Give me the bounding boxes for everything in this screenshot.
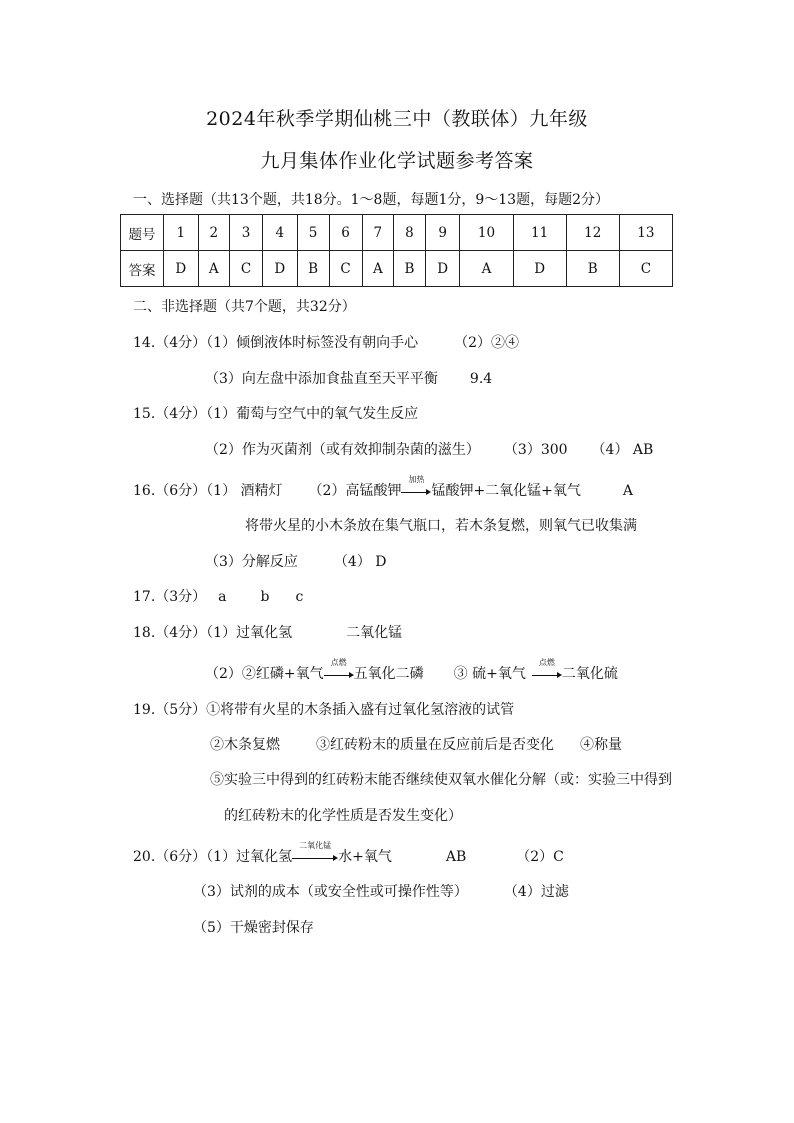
q20-answer-2: （2）C: [516, 849, 564, 865]
q14-answer-1: （1）倾倒液体时标签没有朝向手心: [206, 335, 419, 351]
q18-line2: [205, 658, 618, 683]
q19-number: 19.（5分）: [133, 702, 207, 718]
reaction-condition: 点燃: [538, 658, 555, 667]
q17-number: 17.（3分）: [133, 589, 207, 605]
table-cell-number: 6: [329, 215, 362, 251]
q19-answer-5-cont: 的红砖粉末的化学性质是否发生变化）: [224, 808, 462, 824]
table-cell-number: 3: [229, 215, 262, 251]
q18-answer-2-reactant: （2）②红磷+氧气: [205, 666, 324, 682]
table-cell-answer: B: [297, 251, 329, 287]
table-cell-answer: A: [362, 251, 393, 287]
q20-answer-3: （3）试剂的成本（或安全性或可操作性等）: [193, 884, 468, 900]
table-cell-number: 9: [425, 215, 460, 251]
q19-answer-2: ②木条复燃: [210, 737, 280, 753]
table-cell-answer: A: [460, 251, 513, 287]
reaction-arrow-icon: [532, 658, 562, 681]
table-cell-number: 2: [198, 215, 229, 251]
q18-answer-1b: 二氧化锰: [346, 625, 403, 641]
row-header-answer: 答案: [121, 251, 164, 287]
q19-line2: [210, 734, 622, 754]
reaction-arrow-icon: [324, 658, 354, 681]
table-cell-answer: B: [566, 251, 619, 287]
q14-answer-2: （2）②④: [454, 335, 520, 351]
table-row-answers: [121, 251, 673, 287]
q16-answer-4: （4） D: [333, 554, 387, 570]
reaction-condition: 点燃: [330, 658, 347, 667]
row-header-number: 题号: [121, 215, 164, 251]
q14-line2: [205, 368, 492, 388]
q16-line1: [133, 475, 634, 500]
table-cell-number: 5: [297, 215, 329, 251]
table-row-numbers: [121, 215, 673, 251]
q19-line3: [210, 769, 672, 789]
q20-line3: [193, 917, 314, 937]
q18-answer-3-product: 二氧化硫: [561, 666, 618, 682]
table-cell-number: 12: [566, 215, 619, 251]
table-cell-number: 10: [460, 215, 513, 251]
table-cell-answer: C: [229, 251, 262, 287]
section-nonchoice-heading: 二、非选择题（共7个题，共32分）: [133, 299, 356, 315]
q18-answer-1: （1）过氧化氢: [206, 625, 293, 641]
q16-answer-3: （3）分解反应: [205, 554, 298, 570]
q14-number: 14.（4分）: [133, 335, 207, 351]
q18-line1: [133, 622, 402, 642]
table-cell-answer: D: [425, 251, 460, 287]
q20-answer-1-product: 水+氧气: [338, 849, 392, 865]
table-cell-number: 11: [513, 215, 566, 251]
q17-answer-c: c: [295, 589, 304, 605]
q15-answer-4: （4） AB: [591, 442, 654, 458]
q16-line2: [245, 515, 637, 535]
q19-answer-5: ⑤实验三中得到的红砖粉末能否继续使双氧水催化分解（或：实验三中得到: [210, 772, 672, 788]
table-cell-answer: D: [263, 251, 298, 287]
q17-line: [133, 586, 303, 606]
q15-answer-3: （3）300: [503, 442, 568, 458]
table-cell-answer: A: [198, 251, 229, 287]
table-cell-number: 1: [164, 215, 199, 251]
q15-answer-1: （1）葡萄与空气中的氧气发生反应: [206, 406, 419, 422]
q20-line2: [193, 881, 569, 901]
q20-answer-1-reactant: （1）过氧化氢: [206, 849, 293, 865]
q19-line4: [224, 805, 462, 825]
q16-answer-2-option: A: [622, 483, 634, 499]
section-choice-heading: 一、选择题（共13个题，共18分。1～8题，每题1分，9～13题，每题2分）: [133, 192, 609, 208]
q15-number: 15.（4分）: [133, 406, 207, 422]
q15-line2: [205, 439, 653, 459]
table-cell-answer: C: [329, 251, 362, 287]
table-cell-number: 7: [362, 215, 393, 251]
q16-answer-2-check: 将带火星的小木条放在集气瓶口，若木条复燃，则氧气已收集满: [245, 518, 637, 534]
q16-line3: [205, 551, 387, 571]
reaction-condition: 加热: [408, 475, 425, 484]
q14-line1: [133, 332, 519, 352]
reaction-condition: 二氧化锰: [299, 841, 332, 850]
table-cell-number: 13: [619, 215, 672, 251]
q15-answer-2: （2）作为灭菌剂（或有效抑制杂菌的滋生）: [205, 442, 480, 458]
q19-line1: [133, 699, 514, 719]
table-cell-number: 8: [394, 215, 426, 251]
q16-answer-2-reactant: （2）高锰酸钾: [308, 483, 402, 499]
table-cell-answer: D: [164, 251, 199, 287]
answer-table: [120, 214, 673, 287]
q20-answer-1-option: AB: [445, 849, 467, 865]
q16-answer-1: （1） 酒精灯: [206, 483, 283, 499]
q19-answer-4: ④称量: [580, 737, 622, 753]
table-cell-answer: B: [394, 251, 426, 287]
q14-answer-3-value: 9.4: [469, 371, 493, 387]
q16-number: 16.（6分）: [133, 483, 207, 499]
q14-answer-3: （3）向左盘中添加食盐直至天平平衡: [205, 371, 438, 387]
q18-answer-2-product: 五氧化二磷: [353, 666, 424, 682]
page-title: 2024年秋季学期仙桃三中（教联体）九年级: [206, 108, 588, 130]
q16-answer-2-product: 锰酸钾+二氧化锰+氧气: [431, 483, 581, 499]
q18-number: 18.（4分）: [133, 625, 207, 641]
q15-line1: [133, 403, 418, 423]
q17-answer-b: b: [260, 589, 270, 605]
reaction-arrow-icon: [401, 475, 431, 498]
reaction-arrow-icon: [292, 841, 338, 864]
table-cell-number: 4: [263, 215, 298, 251]
q20-number: 20.（6分）: [133, 849, 207, 865]
q19-answer-3: ③红砖粉末的质量在反应前后是否变化: [316, 737, 554, 753]
q17-answer-a: a: [218, 589, 227, 605]
q20-answer-4: （4）过滤: [503, 884, 569, 900]
q19-answer-1: ①将带有火星的木条插入盛有过氧化氢溶液的试管: [206, 702, 515, 718]
table-cell-answer: D: [513, 251, 566, 287]
q20-line1: [133, 841, 564, 866]
page-subtitle: 九月集体作业化学试题参考答案: [260, 150, 534, 172]
q20-answer-5: （5）干燥密封保存: [193, 920, 314, 936]
q18-answer-3-reactant: ③ 硫+氧气: [453, 666, 526, 682]
table-cell-answer: C: [619, 251, 672, 287]
